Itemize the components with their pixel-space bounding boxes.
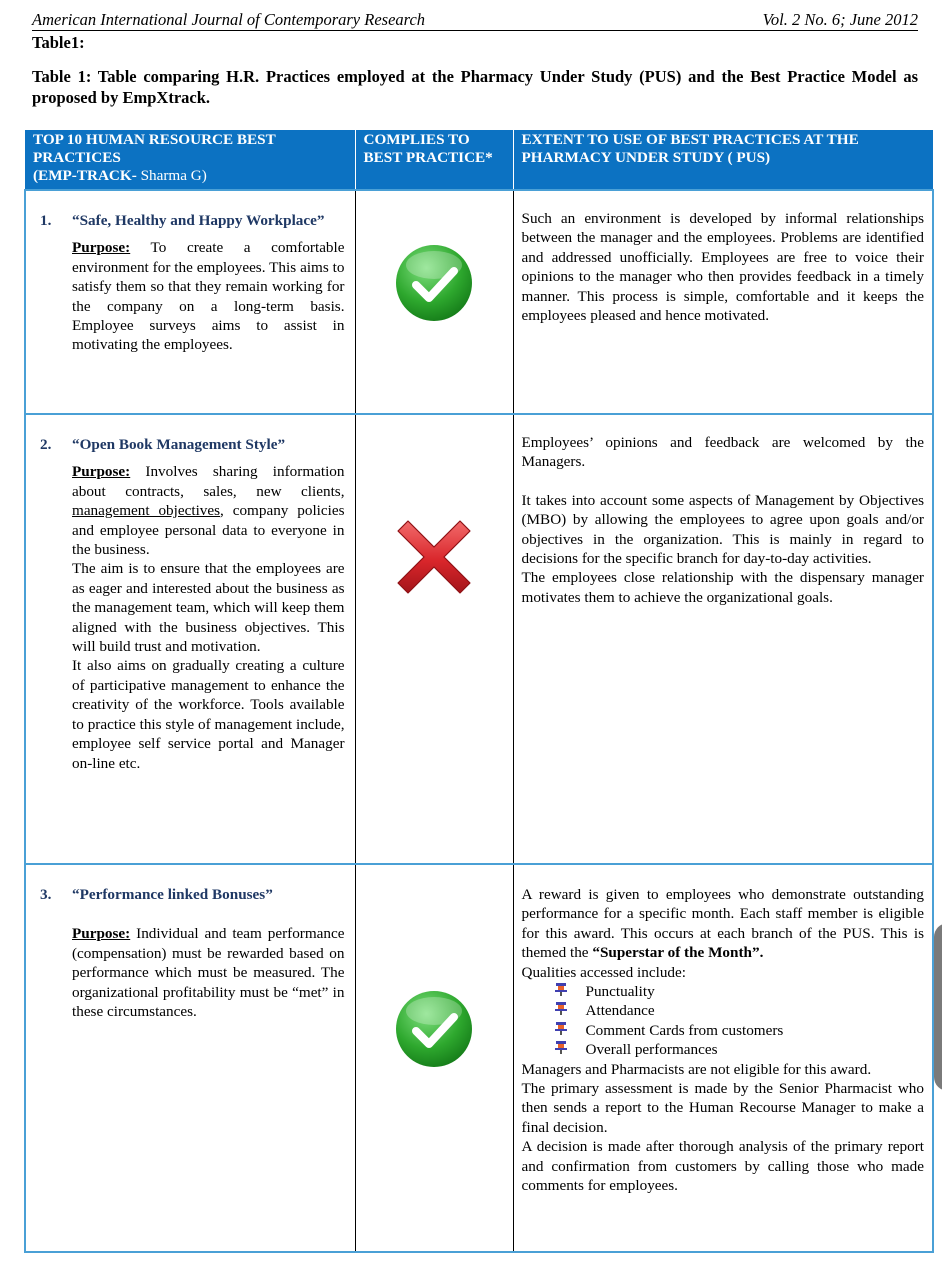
table-row [25,190,933,414]
practice-cell [25,414,355,864]
issue-info: Vol. 2 No. 6; June 2012 [762,10,918,29]
checkmark-icon [394,243,474,323]
header-complies: COMPLIES TO BEST PRACTICE* [355,130,513,190]
extent-cell: Employees’ opinions and feedback are welcomed by the Managers. It takes into account some aspects of Management by Objectives (MBO) by allowing the employees to agree upon goals and/or objectives in the organization. This is mainly in regard to decisions for the specific branch for day-to-day activities. The employees close relationship with the dispensary manager motivates them to achieve the organizational goals. [513,414,933,864]
journal-name: American International Journal of Contemporary Research [32,10,426,29]
qualities-list [522,982,925,1060]
table-label: Table1: [32,33,85,52]
compliance-cell [355,190,513,414]
practice-purpose: Purpose: Involves sharing information about contracts, sales, new clients, management objectives, company policies and employee personal data to everyone in the business. The aim is to ensure that the employees are as eager and interested about the business as the management team, which will keep them aligned with the business objectives. This will build trust and motivation. It also aims on gradually creating a culture of participative management to enhance the creativity of the workforce. Tools available to practice this style of management include, employee self service portal and Manager on-line etc. [72,463,345,772]
table-row [25,414,933,864]
list-item: Comment Cards from customers [554,1021,925,1040]
push-pin-bullet-icon [554,1001,568,1015]
push-pin-bullet-icon [554,982,568,996]
header-extent: EXTENT TO USE OF BEST PRACTICES AT THE PHARMACY UNDER STUDY ( PUS) [513,130,933,190]
cross-icon [394,517,474,597]
checkmark-icon [394,989,474,1069]
header-best-practices: TOP 10 HUMAN RESOURCE BEST PRACTICES (EMP-TRACK- Sharma G) [25,130,355,190]
push-pin-bullet-icon [554,1021,568,1035]
practice-cell [25,190,355,414]
list-item: Punctuality [554,982,925,1001]
table-row [25,864,933,1252]
table-header-row [25,130,933,190]
practice-purpose: Purpose: Individual and team performance (compensation) must be rewarded based on performance which must be measured. The organizational profitability must be “met” in these circumstances. [72,925,345,1021]
practice-purpose: Purpose: To create a comfortable environment for the employees. This aims to satisfy them so that they remain working for the company on a long-term basis. Employee surveys aims to assist in motivating the employees. [72,239,345,354]
compliance-cell [355,414,513,864]
list-item: Attendance [554,1001,925,1020]
list-item: Overall performances [554,1040,925,1059]
practice-title: 1. “Safe, Healthy and Happy Workplace” [40,212,325,229]
table-caption: Table 1: Table comparing H.R. Practices employed at the Pharmacy Under Study (PUS) and the Best Practice Model as proposed by EmpXtrack. [32,67,918,107]
hr-practices-table [24,130,934,1253]
practice-cell [25,864,355,1252]
running-header [32,10,918,31]
management-objectives-link[interactable]: management objectives [72,502,221,520]
extent-cell: Such an environment is developed by informal relationships between the manager and the employees. Problems are identified and addressed unofficially. Employees are free to voice their opinions to the manager who then provides feedback in a timely manner. This process is simple, comfortable and it keeps the employees pleased and hence motivated. [513,190,933,414]
side-tab-handle[interactable] [934,923,942,1091]
push-pin-bullet-icon [554,1040,568,1054]
extent-cell: A reward is given to employees who demonstrate outstanding performance for a specific month. Each staff member is eligible for this award. This occurs at each branch of the PUS. This is themed the “Superstar of the Month”. Qualities accessed include: Punctuality Attendance Comment Cards from customers Overall performances Managers and Pharmacists are not eligible for this award. The primary assessment is made by the Senior Pharmacist who then sends a report to the Human Recourse Manager to make a final decision. A decision is made after thorough analysis of the primary report and confirmation from customers by calling those who made comments for employees. [513,864,933,1252]
practice-title: 3. “Performance linked Bonuses” [40,886,273,903]
practice-title: 2. “Open Book Management Style” [40,436,286,453]
compliance-cell [355,864,513,1252]
